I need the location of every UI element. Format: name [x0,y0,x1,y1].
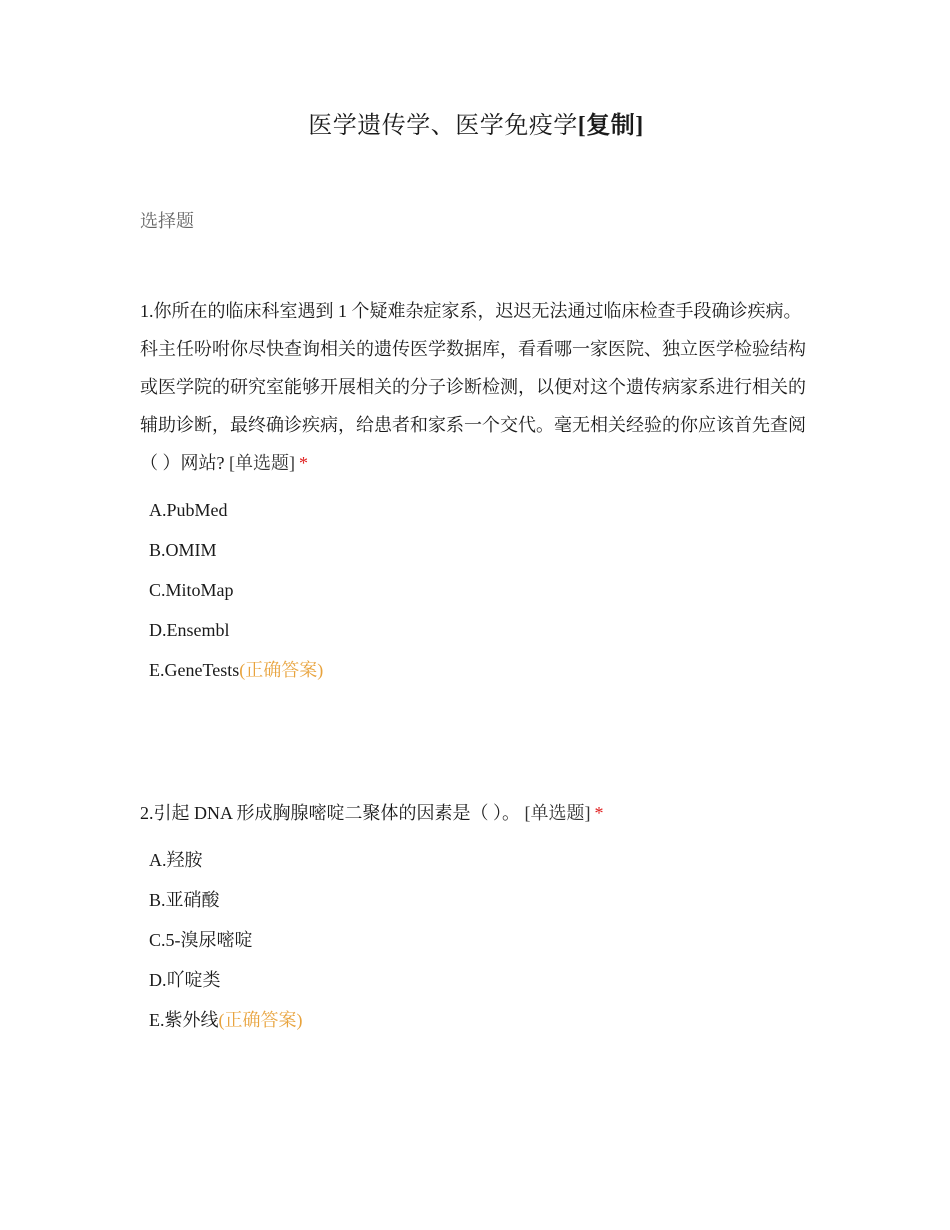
correct-answer-tag: (正确答案) [239,660,324,680]
option-label: C.5-溴尿嘧啶 [149,930,253,950]
option-a[interactable] [149,490,812,530]
option-list [140,490,812,690]
question-body: 1.你所在的临床科室遇到 1 个疑难杂症家系，迟迟无法通过临床检查手段确诊疾病。科主任吩咐你尽快查询相关的遗传医学数据库，看看哪一家医院、独立医学检验结构或医学院的研究室能够开展相关的分子诊断检测，以便对这个遗传病家系进行相关的辅助诊断，最终确诊疾病，给患者和家系一个交代。毫无相关经验的你应该首先查阅（ ）网站? [140,301,806,473]
option-label: B.亚硝酸 [149,890,220,910]
correct-answer-tag: (正确答案) [218,1010,303,1030]
option-label: A.羟胺 [149,850,203,870]
option-label: B.OMIM [149,540,217,560]
title-main: 医学遗传学、医学免疫学 [308,113,578,139]
option-c[interactable] [149,570,812,610]
option-a[interactable] [149,840,812,880]
option-d[interactable] [149,960,812,1000]
option-label: C.MitoMap [149,580,234,600]
required-mark: * [299,453,308,473]
required-mark: * [594,803,604,823]
question-1 [140,292,812,690]
option-label: E.GeneTests [149,660,240,680]
option-list [140,840,812,1040]
option-label: E.紫外线 [149,1010,219,1030]
question-type: [单选题] [224,453,295,473]
option-d[interactable] [149,610,812,650]
option-e[interactable] [149,1000,812,1040]
page-title [140,110,812,142]
option-b[interactable] [149,530,812,570]
question-2 [140,794,812,1040]
option-label: D.吖啶类 [149,970,221,990]
option-c[interactable] [149,920,812,960]
option-b[interactable] [149,880,812,920]
question-text [140,794,812,832]
question-body: 2.引起 DNA 形成胸腺嘧啶二聚体的因素是（ ）。 [140,803,521,823]
question-type: [单选题] [520,803,591,823]
section-label: 选择题 [140,211,194,231]
title-suffix: [复制] [577,113,644,139]
option-label: A.PubMed [149,500,228,520]
option-e[interactable] [149,650,812,690]
question-text [140,292,812,482]
option-label: D.Ensembl [149,620,230,640]
